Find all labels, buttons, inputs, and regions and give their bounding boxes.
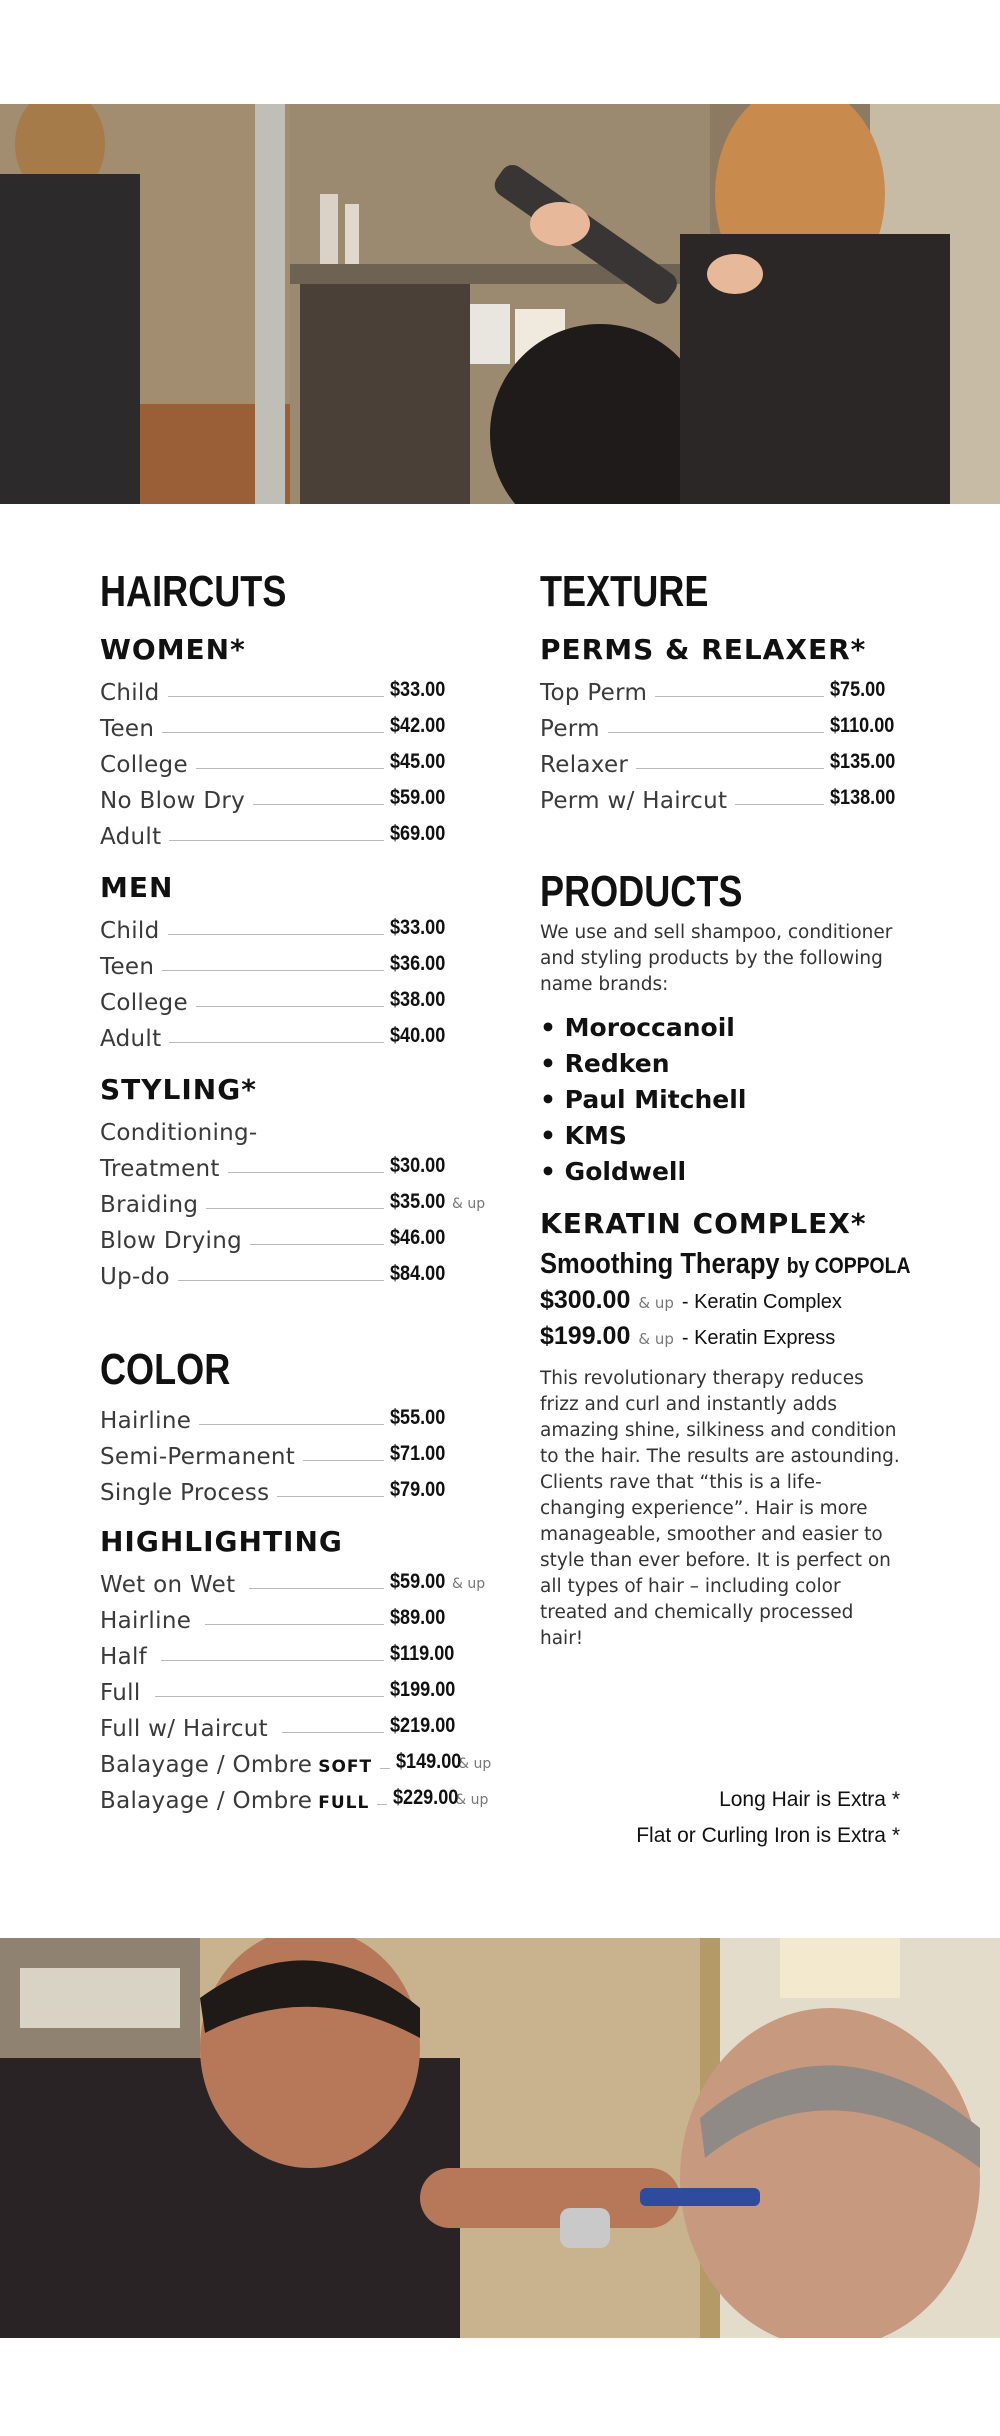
service-name: College xyxy=(100,752,188,778)
variant-tag: FULL xyxy=(318,1793,370,1813)
price-row xyxy=(100,1146,500,1182)
service-name: Full xyxy=(100,1680,141,1706)
leader-line xyxy=(169,1042,384,1043)
service-price: $59.00 xyxy=(390,1570,446,1593)
service-name: Teen xyxy=(100,716,155,742)
left-column xyxy=(100,564,500,1814)
price-row xyxy=(100,670,500,706)
service-name: Perm w/ Haircut xyxy=(540,788,728,814)
service-name: Balayage / Ombre FULL xyxy=(100,1788,370,1814)
service-price: $135.00 xyxy=(830,750,896,773)
service-price: $119.00 xyxy=(390,1642,455,1665)
service-price: $71.00 xyxy=(390,1442,446,1465)
price-row xyxy=(100,1470,500,1506)
price-row xyxy=(540,706,900,742)
price-suffix: & up xyxy=(452,1576,486,1592)
service-price: $33.00 xyxy=(390,678,446,701)
leader-line xyxy=(168,934,384,935)
service-price: $89.00 xyxy=(390,1606,446,1629)
leader-line xyxy=(636,768,824,769)
styling-title: STYLING* xyxy=(100,1073,257,1106)
price-row xyxy=(100,742,500,778)
service-price: $229.00 xyxy=(393,1786,459,1809)
service-name: Half xyxy=(100,1644,148,1670)
service-price: $55.00 xyxy=(390,1406,446,1429)
price-suffix: & up xyxy=(638,1330,674,1348)
price-row xyxy=(540,742,900,778)
service-price: $38.00 xyxy=(390,988,446,1011)
price-row xyxy=(100,1254,500,1290)
price-row xyxy=(100,980,500,1016)
leader-line xyxy=(178,1280,384,1281)
price-row xyxy=(100,1742,500,1778)
leader-line xyxy=(250,1244,384,1245)
service-price: $219.00 xyxy=(390,1714,456,1737)
leader-line xyxy=(277,1496,384,1497)
service-name: Child xyxy=(100,680,160,706)
men-price-list xyxy=(100,908,500,1052)
service-name: Top Perm xyxy=(540,680,648,706)
service-name: Blow Drying xyxy=(100,1228,243,1254)
brand-item: • Moroccanoil xyxy=(540,1013,735,1042)
price-suffix: & up xyxy=(458,1756,492,1772)
salon-photo-bottom xyxy=(0,1938,1000,2338)
price-row xyxy=(100,706,500,742)
keratin-title: KERATIN COMPLEX* xyxy=(540,1207,867,1240)
brand-item: • KMS xyxy=(540,1121,627,1150)
price-row xyxy=(100,1670,500,1706)
color-title: COLOR xyxy=(100,1345,231,1394)
service-name: Perm xyxy=(540,716,600,742)
styling-price-list xyxy=(100,1146,500,1290)
note-flat-iron: Flat or Curling Iron is Extra * xyxy=(636,1824,900,1847)
leader-line xyxy=(206,1208,384,1209)
price-row xyxy=(100,1634,500,1670)
leader-line xyxy=(196,1006,384,1007)
leader-line xyxy=(169,840,384,841)
keratin-service: - Keratin Express xyxy=(681,1327,836,1349)
service-name: Adult xyxy=(100,1026,162,1052)
barber-cutting-photo xyxy=(0,1938,1000,2338)
leader-line xyxy=(303,1460,384,1461)
salon-photo-top xyxy=(0,104,1000,504)
keratin-price: $199.00 xyxy=(540,1322,631,1350)
brand-list xyxy=(540,1010,900,1190)
leader-line xyxy=(735,804,824,805)
price-row xyxy=(100,778,500,814)
brand-item: • Redken xyxy=(540,1049,670,1078)
service-price: $110.00 xyxy=(830,714,895,737)
leader-line xyxy=(205,1624,384,1625)
service-name: Up-do xyxy=(100,1264,170,1290)
service-name: Hairline xyxy=(100,1408,192,1434)
service-name: Child xyxy=(100,918,160,944)
keratin-price-row xyxy=(540,1286,900,1322)
service-price: $75.00 xyxy=(830,678,886,701)
highlighting-price-list xyxy=(100,1562,500,1814)
service-price: $35.00 xyxy=(390,1190,446,1213)
perms-price-list xyxy=(540,670,900,814)
service-name: College xyxy=(100,990,188,1016)
leader-line xyxy=(249,1588,384,1589)
price-row xyxy=(100,908,500,944)
service-price: $199.00 xyxy=(390,1678,456,1701)
leader-line xyxy=(282,1732,384,1733)
service-price: $33.00 xyxy=(390,916,446,939)
price-suffix: & up xyxy=(455,1792,489,1808)
price-row xyxy=(540,670,900,706)
brand-item: • Goldwell xyxy=(540,1157,687,1186)
service-name: Hairline xyxy=(100,1608,192,1634)
service-name: Adult xyxy=(100,824,162,850)
service-name: Single Process xyxy=(100,1480,270,1506)
service-name: No Blow Dry xyxy=(100,788,246,814)
service-price: $149.00 xyxy=(396,1750,462,1773)
service-name: Teen xyxy=(100,954,155,980)
leader-line xyxy=(608,732,824,733)
leader-line xyxy=(168,696,384,697)
men-title: MEN xyxy=(100,871,174,904)
leader-line xyxy=(253,804,384,805)
brand-item: • Paul Mitchell xyxy=(540,1085,747,1114)
haircuts-title: HAIRCUTS xyxy=(100,567,287,616)
service-price: $138.00 xyxy=(830,786,896,809)
women-title: WOMEN* xyxy=(100,633,246,666)
products-title: PRODUCTS xyxy=(540,867,743,916)
women-price-list xyxy=(100,670,500,850)
service-name: Balayage / Ombre SOFT xyxy=(100,1752,373,1778)
price-row xyxy=(100,1218,500,1254)
conditioning-label: Conditioning- xyxy=(100,1120,258,1146)
keratin-description: This revolutionary therapy reduces frizz and curl and instantly adds amazing shine, silkiness and condition to the hair. The results are astounding. Clients rave that “this is a life-changing experience”. Hair is more manageable, smoother and easier to style than ever before. It is perfect on all types of hair – including color treated and chemically processed hair! xyxy=(540,1368,900,1649)
price-suffix: & up xyxy=(638,1294,674,1312)
color-price-list xyxy=(100,1398,500,1506)
stylist-curling-photo xyxy=(0,104,1000,504)
note-long-hair: Long Hair is Extra * xyxy=(719,1788,900,1811)
keratin-price-row xyxy=(540,1322,900,1358)
leader-line xyxy=(155,1696,384,1697)
price-suffix: & up xyxy=(452,1196,486,1212)
price-row xyxy=(100,1434,500,1470)
price-row xyxy=(100,1598,500,1634)
service-price: $36.00 xyxy=(390,952,446,975)
keratin-subtitle: Smoothing Therapy by COPPOLA xyxy=(540,1248,911,1280)
keratin-by: by COPPOLA xyxy=(786,1253,911,1278)
service-name: Treatment xyxy=(100,1156,220,1182)
price-row xyxy=(100,1562,500,1598)
service-price: $59.00 xyxy=(390,786,446,809)
service-name: Wet on Wet xyxy=(100,1572,236,1598)
leader-line xyxy=(655,696,824,697)
service-name: Braiding xyxy=(100,1192,199,1218)
keratin-price: $300.00 xyxy=(540,1286,631,1314)
price-row xyxy=(100,1016,500,1052)
products-intro: We use and sell shampoo, conditioner and styling products by the following name brands: xyxy=(540,922,893,995)
price-row xyxy=(100,1706,500,1742)
leader-line xyxy=(380,1768,390,1769)
leader-line xyxy=(162,732,384,733)
highlighting-title: HIGHLIGHTING xyxy=(100,1525,343,1558)
service-name: Semi-Permanent xyxy=(100,1444,296,1470)
leader-line xyxy=(228,1172,384,1173)
service-price: $69.00 xyxy=(390,822,446,845)
extra-notes xyxy=(636,1782,900,1854)
leader-line xyxy=(199,1424,384,1425)
right-column xyxy=(540,564,911,1652)
variant-tag: SOFT xyxy=(318,1757,373,1777)
price-row xyxy=(100,814,500,850)
price-row xyxy=(540,778,900,814)
leader-line xyxy=(377,1804,387,1805)
leader-line xyxy=(161,1660,384,1661)
leader-line xyxy=(196,768,384,769)
texture-title: TEXTURE xyxy=(540,567,709,616)
leader-line xyxy=(162,970,384,971)
service-price: $46.00 xyxy=(390,1226,446,1249)
service-price: $42.00 xyxy=(390,714,446,737)
price-row xyxy=(100,1182,500,1218)
price-row xyxy=(100,1778,500,1814)
price-row xyxy=(100,944,500,980)
service-price: $45.00 xyxy=(390,750,446,773)
keratin-service: - Keratin Complex xyxy=(681,1291,842,1313)
service-name: Relaxer xyxy=(540,752,629,778)
service-price: $40.00 xyxy=(390,1024,446,1047)
service-price: $84.00 xyxy=(390,1262,446,1285)
service-name: Full w/ Haircut xyxy=(100,1716,268,1742)
service-price: $30.00 xyxy=(390,1154,446,1177)
service-price: $79.00 xyxy=(390,1478,446,1501)
price-row xyxy=(100,1398,500,1434)
perms-title: PERMS & RELAXER* xyxy=(540,633,867,666)
